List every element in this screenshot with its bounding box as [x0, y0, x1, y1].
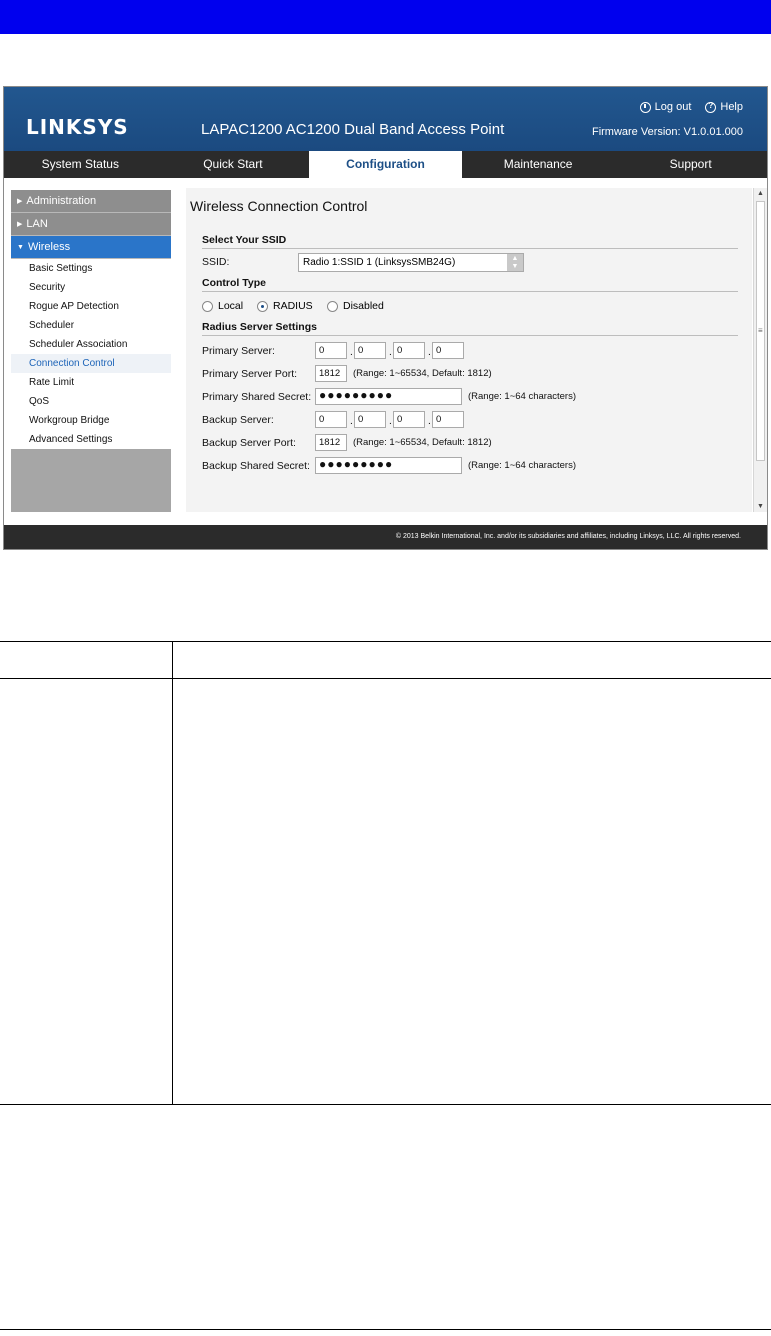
backup-server-octet-3[interactable]: 0 [393, 411, 425, 428]
primary-port-label: Primary Server Port: [202, 368, 298, 380]
sidebar-group-label: LAN [26, 218, 48, 230]
radius-settings-heading: Radius Server Settings [202, 321, 738, 336]
ssid-select-value: Radio 1:SSID 1 (LinksysSMB24G) [303, 257, 456, 268]
control-type-local[interactable] [202, 300, 243, 312]
product-name: LAPAC1200 AC1200 Dual Band Access Point [201, 121, 505, 138]
main-content [186, 188, 752, 512]
backup-server-label: Backup Server: [202, 414, 274, 426]
control-type-heading: Control Type [202, 277, 738, 292]
backup-port-label: Backup Server Port: [202, 437, 296, 449]
page-bottom-rule [0, 1329, 771, 1330]
help-label: Help [720, 101, 743, 113]
primary-port-hint: (Range: 1~65534, Default: 1812) [353, 368, 492, 379]
help-icon [705, 102, 716, 113]
top-banner [0, 0, 771, 34]
table-column-divider [172, 641, 173, 1105]
sidebar-item-connection-control[interactable]: Connection Control [11, 354, 171, 373]
primary-secret-input[interactable]: ●●●●●●●●● [315, 388, 462, 405]
backup-port-input[interactable]: 1812 [315, 434, 347, 451]
ip-dot: . [428, 347, 431, 358]
primary-server-octet-1[interactable]: 0 [315, 342, 347, 359]
ip-dot: . [350, 416, 353, 427]
radio-label: Disabled [343, 300, 384, 312]
backup-secret-label: Backup Shared Secret: [202, 460, 310, 472]
backup-secret-input[interactable]: ●●●●●●●●● [315, 457, 462, 474]
control-type-radius[interactable] [257, 300, 313, 312]
tab-configuration[interactable]: Configuration [309, 151, 462, 178]
router-screenshot [3, 86, 768, 550]
sidebar-item-advanced-settings[interactable]: Advanced Settings [29, 434, 113, 445]
tab-quick-start[interactable]: Quick Start [203, 157, 263, 171]
table-top-rule [0, 641, 771, 642]
primary-server-octet-2[interactable]: 0 [354, 342, 386, 359]
sidebar-item-security[interactable]: Security [29, 282, 66, 293]
scroll-down-icon[interactable]: ▼ [757, 503, 764, 510]
top-links [640, 101, 743, 113]
sidebar [11, 190, 171, 512]
ssid-select[interactable] [298, 253, 524, 272]
primary-secret-hint: (Range: 1~64 characters) [468, 391, 576, 402]
primary-port-input[interactable]: 1812 [315, 365, 347, 382]
sidebar-item-basic-settings[interactable]: Basic Settings [29, 263, 93, 274]
main-nav [4, 151, 767, 178]
linksys-logo: LINKSYS [26, 115, 129, 139]
backup-secret-hint: (Range: 1~64 characters) [468, 460, 576, 471]
ssid-section-heading: Select Your SSID [202, 234, 738, 249]
page-scrollbar[interactable] [753, 188, 767, 512]
tab-maintenance[interactable]: Maintenance [503, 157, 573, 171]
ip-dot: . [350, 347, 353, 358]
power-icon [640, 102, 651, 113]
table-bottom-rule [0, 1104, 771, 1105]
wireless-submenu [11, 259, 171, 449]
control-type-disabled[interactable] [327, 300, 384, 312]
page-title: Wireless Connection Control [190, 198, 368, 214]
grip-icon: ≡ [758, 326, 763, 335]
sidebar-group-wireless[interactable] [11, 236, 171, 259]
tab-support[interactable]: Support [669, 157, 712, 171]
tab-system-status[interactable]: System Status [41, 157, 119, 171]
ssid-label: SSID: [202, 256, 230, 268]
primary-server-octet-4[interactable]: 0 [432, 342, 464, 359]
sidebar-group-administration[interactable] [11, 190, 171, 213]
logout-label: Log out [654, 101, 692, 113]
help-link[interactable] [705, 101, 743, 113]
brand-header [4, 87, 767, 151]
radio-label: RADIUS [273, 300, 313, 312]
sidebar-group-lan[interactable] [11, 213, 171, 236]
radio-circle [327, 301, 338, 312]
sidebar-item-workgroup-bridge[interactable]: Workgroup Bridge [29, 415, 110, 426]
logout-link[interactable] [640, 101, 692, 113]
sidebar-group-label: Wireless [27, 241, 71, 253]
primary-secret-label: Primary Shared Secret: [202, 391, 312, 403]
settings-panel [186, 226, 752, 512]
scrollbar-thumb[interactable] [756, 201, 765, 461]
backup-server-octet-4[interactable]: 0 [432, 411, 464, 428]
sidebar-item-scheduler-association[interactable]: Scheduler Association [29, 339, 128, 350]
sidebar-item-scheduler[interactable]: Scheduler [29, 320, 75, 331]
caret-right-icon: ▶ [17, 221, 23, 228]
primary-server-label: Primary Server: [202, 345, 275, 357]
ip-dot: . [389, 416, 392, 427]
scroll-up-icon[interactable]: ▲ [757, 190, 764, 197]
footer: © 2013 Belkin International, Inc. and/or its subsidiaries and affiliates, including Linksys, LLC. All rights reserved. [4, 525, 767, 549]
ip-dot: . [389, 347, 392, 358]
description-table [0, 641, 771, 1105]
sidebar-item-rogue-ap-detection[interactable]: Rogue AP Detection [29, 301, 119, 312]
table-header-rule [0, 678, 771, 679]
select-arrows-icon: ▲ ▼ [507, 254, 523, 271]
caret-right-icon: ▶ [17, 198, 23, 205]
ip-dot: . [428, 416, 431, 427]
backup-server-octet-2[interactable]: 0 [354, 411, 386, 428]
backup-port-hint: (Range: 1~65534, Default: 1812) [353, 437, 492, 448]
radio-circle [202, 301, 213, 312]
caret-down-icon: ▼ [17, 244, 24, 251]
radio-circle [257, 301, 268, 312]
radio-label: Local [218, 300, 244, 312]
sidebar-item-qos[interactable]: QoS [29, 396, 50, 407]
sidebar-item-rate-limit[interactable]: Rate Limit [29, 377, 75, 388]
primary-server-octet-3[interactable]: 0 [393, 342, 425, 359]
sidebar-group-label: Administration [26, 195, 97, 207]
firmware-version: Firmware Version: V1.0.01.000 [591, 126, 743, 138]
backup-server-octet-1[interactable]: 0 [315, 411, 347, 428]
